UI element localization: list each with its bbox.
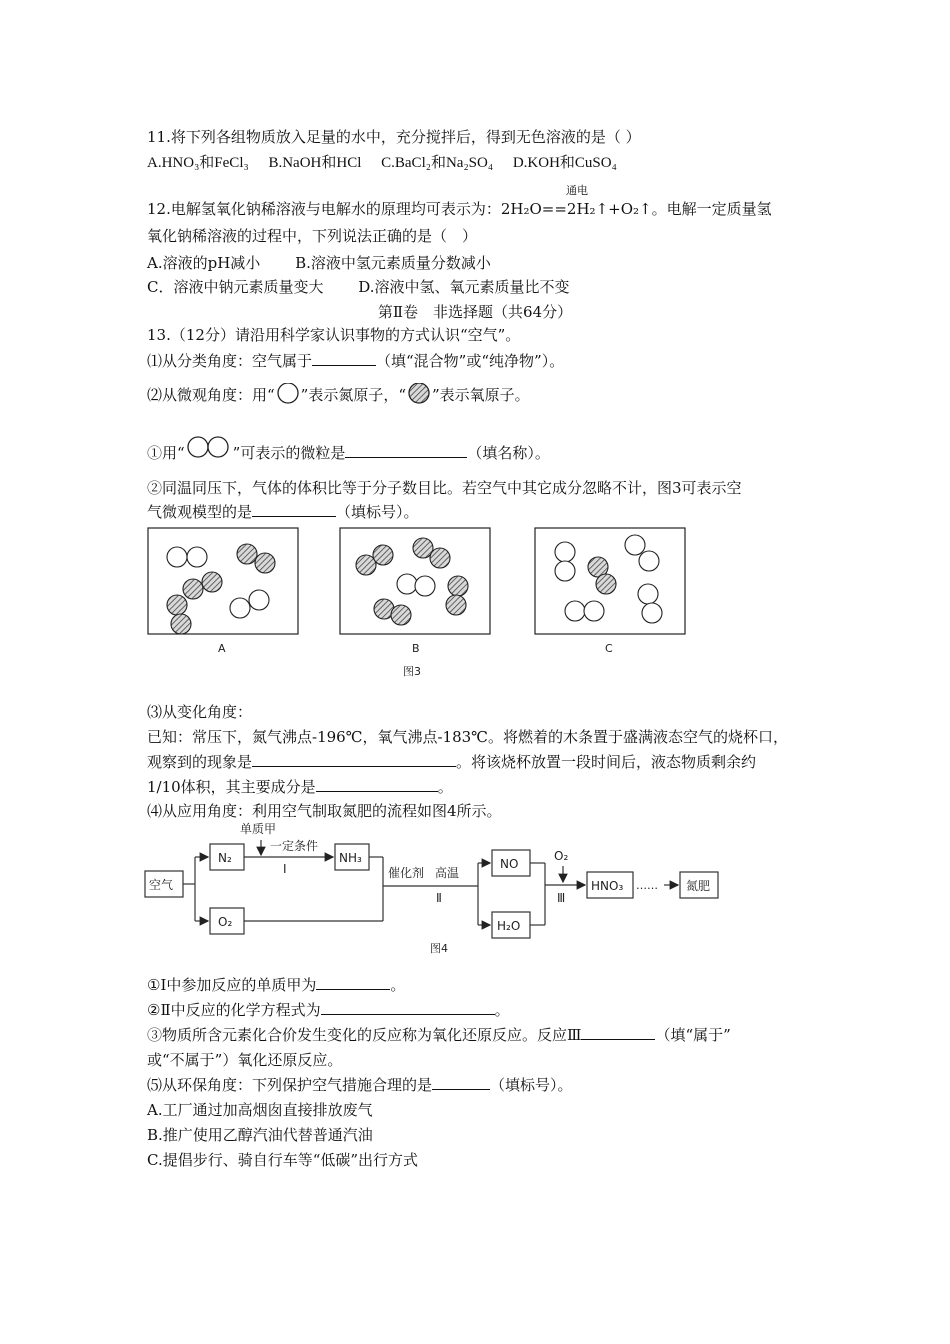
answer-blank[interactable] bbox=[312, 351, 376, 366]
q13-part2-text: ⑵从微观角度：用“ bbox=[147, 386, 275, 404]
model-c-particles bbox=[555, 535, 662, 623]
q13-part2-1-text: ①用“ bbox=[147, 444, 185, 462]
air-label: 空气 bbox=[149, 878, 174, 892]
q12-option-b: B.溶液中氢元素质量分数减小 bbox=[295, 254, 491, 272]
q13-part2-mid: ”表示氮原子，“ bbox=[300, 386, 407, 404]
q13-part3-c-text: 1/10体积，其主要成分是 bbox=[147, 778, 316, 796]
q11-options bbox=[147, 153, 617, 173]
q13-part1-hint: （填“混合物”或“纯净物”）。 bbox=[376, 352, 565, 370]
oxygen-atom-icon bbox=[406, 383, 432, 405]
figure-3-caption: 图3 bbox=[403, 665, 421, 678]
figure-3 bbox=[140, 520, 700, 685]
q13-intro: 13.（12分）请沿用科学家认识事物的方式认识“空气”。 bbox=[147, 326, 521, 344]
catalyst-label: 催化剂 bbox=[388, 866, 425, 880]
answer-blank[interactable] bbox=[581, 1025, 655, 1040]
answer-blank[interactable] bbox=[321, 1000, 495, 1015]
condition-label: 一定条件 bbox=[270, 839, 319, 853]
high-temp-label: 高温 bbox=[435, 866, 460, 880]
q11-option-c: C.BaCl₂和Na₂SO₄ bbox=[381, 155, 494, 171]
q11-option-d: D.KOH和CuSO₄ bbox=[512, 155, 617, 171]
o2-label: O₂ bbox=[218, 915, 233, 929]
q13-part3-c-end: 。 bbox=[437, 778, 453, 796]
q13-part4-1-end: 。 bbox=[390, 976, 406, 994]
nitrogen-molecule-icon bbox=[185, 436, 233, 462]
q12-stem-b: 氧化钠稀溶液的过程中，下列说法正确的是（ ） bbox=[147, 227, 478, 245]
q13-part5 bbox=[147, 1075, 573, 1095]
answer-blank[interactable] bbox=[252, 752, 456, 767]
ellipsis-label: …… bbox=[636, 879, 658, 892]
no-label: NO bbox=[500, 857, 519, 871]
q13-part4-3-hint: （填“属于” bbox=[655, 1026, 731, 1044]
fertilizer-label: 氮肥 bbox=[686, 879, 711, 893]
section-title: 第Ⅱ卷 非选择题（共64分） bbox=[377, 303, 573, 321]
q13-part3-b bbox=[147, 752, 756, 772]
q13-part3-a: 已知：常压下，氮气沸点-196℃，氧气沸点-183℃。将燃着的木条置于盛满液态空气的烧杯口， bbox=[147, 728, 788, 746]
q13-part2-2a: ②同温同压下，气体的体积比等于分子数目比。若空气中其它成分忽略不计，图3可表示空 bbox=[147, 479, 742, 497]
h2o-label: H₂O bbox=[497, 919, 521, 933]
answer-blank[interactable] bbox=[345, 443, 467, 458]
q12-electrolysis-label: 通电 bbox=[566, 184, 588, 197]
q13-part5-option-b: B.推广使用乙醇汽油代替普通汽油 bbox=[147, 1126, 373, 1144]
q13-part4-title: ⑷从应用角度：利用空气制取氮肥的流程如图4所示。 bbox=[147, 802, 502, 820]
q13-part4-1 bbox=[147, 975, 405, 995]
nh3-label: NH₃ bbox=[339, 851, 362, 865]
q13-part5-hint: （填标号）。 bbox=[490, 1076, 573, 1094]
q13-part4-1-text: ①Ⅰ中参加反应的单质甲为 bbox=[147, 976, 317, 994]
q13-part2-2b-hint: （填标号）。 bbox=[336, 503, 419, 521]
figure-3-label-b: B bbox=[412, 642, 420, 655]
q13-part2-2b bbox=[147, 502, 419, 522]
q13-part5-option-c: C.提倡步行、骑自行车等“低碳”出行方式 bbox=[147, 1151, 419, 1169]
answer-blank[interactable] bbox=[252, 502, 336, 517]
q12-option-a: A.溶液的pH减小 bbox=[147, 254, 261, 272]
model-b-particles bbox=[356, 538, 468, 625]
figure-3-label-c: C bbox=[605, 642, 613, 655]
q13-part3-b-rest: 。将该烧杯放置一段时间后，液态物质剩余约 bbox=[456, 753, 757, 771]
q12-stem-a: 12.电解氢氧化钠稀溶液与电解水的原理均可表示为：2H₂O==2H₂↑+O₂↑。电解一定质量氢 bbox=[147, 200, 772, 218]
nitrogen-atom-icon bbox=[275, 383, 301, 405]
model-a-particles bbox=[167, 544, 275, 634]
q13-part4-3 bbox=[147, 1025, 731, 1045]
simple-substance-label: 单质甲 bbox=[240, 822, 277, 836]
q12-option-d: D.溶液中氢、氧元素质量比不变 bbox=[358, 278, 570, 296]
q13-part2-1 bbox=[147, 436, 550, 463]
o2-input-label: O₂ bbox=[554, 849, 569, 863]
q13-part3-title: ⑶从变化角度： bbox=[147, 703, 253, 721]
q13-part3-c bbox=[147, 777, 453, 797]
step-3-label: Ⅲ bbox=[557, 891, 566, 905]
answer-blank[interactable] bbox=[316, 777, 438, 792]
n2-label: N₂ bbox=[218, 851, 232, 865]
q12-option-c: C．溶液中钠元素质量变大 bbox=[147, 278, 324, 296]
model-box-a bbox=[148, 528, 298, 634]
step-2-label: Ⅱ bbox=[436, 891, 442, 905]
hno3-label: HNO₃ bbox=[591, 879, 624, 893]
q13-part2-1-mid: ”可表示的微粒是 bbox=[232, 444, 346, 462]
q11-option-b: B.NaOH和HCl bbox=[268, 155, 362, 171]
q12-options-ab bbox=[147, 253, 491, 273]
q13-part1-text: ⑴从分类角度：空气属于 bbox=[147, 352, 313, 370]
q13-part4-2-text: ②Ⅱ中反应的化学方程式为 bbox=[147, 1001, 321, 1019]
q13-part2 bbox=[147, 383, 530, 405]
figure-4 bbox=[140, 820, 740, 960]
q13-part1 bbox=[147, 351, 564, 371]
q13-part5-option-a: A.工厂通过加高烟囱直接排放废气 bbox=[147, 1101, 373, 1119]
q13-part4-2 bbox=[147, 1000, 510, 1020]
figure-4-caption: 图4 bbox=[430, 942, 448, 955]
q11-stem: 11.将下列各组物质放入足量的水中，充分搅拌后，得到无色溶液的是（ ） bbox=[147, 128, 641, 146]
q13-part2-2b-text: 气微观模型的是 bbox=[147, 503, 253, 521]
q13-part5-text: ⑸从环保角度：下列保护空气措施合理的是 bbox=[147, 1076, 433, 1094]
q12-options-cd bbox=[147, 277, 570, 297]
q11-option-a: A.HNO₃和FeCl₃ bbox=[147, 155, 249, 171]
q13-part2-end: ”表示氧原子。 bbox=[432, 386, 530, 404]
q13-part4-3-text: ③物质所含元素化合价发生变化的反应称为氧化还原反应。反应Ⅲ bbox=[147, 1026, 582, 1044]
q13-part4-3b: 或“不属于”）氧化还原反应。 bbox=[147, 1051, 343, 1069]
q13-part3-b-text: 观察到的现象是 bbox=[147, 753, 253, 771]
q13-part4-2-end: 。 bbox=[494, 1001, 510, 1019]
step-1-label: Ⅰ bbox=[283, 862, 287, 876]
answer-blank[interactable] bbox=[432, 1075, 490, 1090]
answer-blank[interactable] bbox=[316, 975, 390, 990]
figure-3-label-a: A bbox=[218, 642, 226, 655]
q13-part2-1-hint: （填名称）。 bbox=[467, 444, 550, 462]
